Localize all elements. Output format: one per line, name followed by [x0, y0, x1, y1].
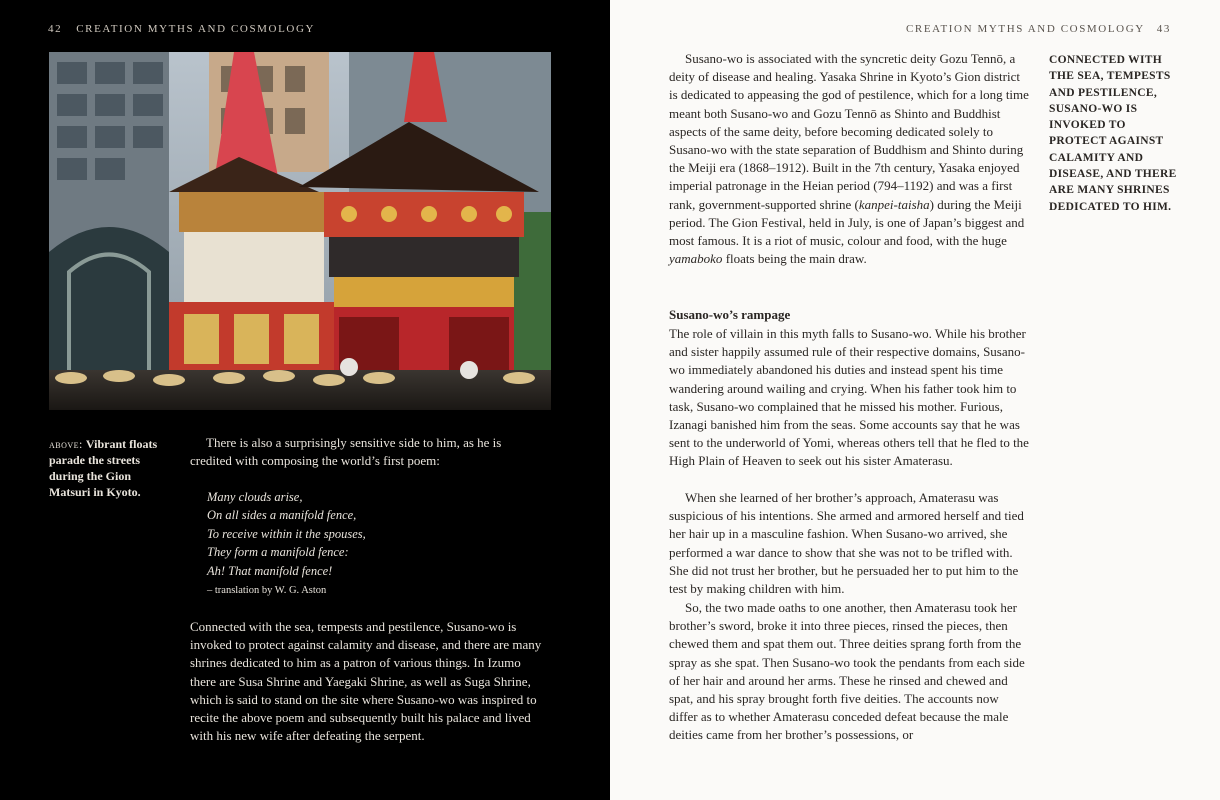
left-running-head-title: CREATION MYTHS AND COSMOLOGY — [76, 23, 316, 35]
photo-caption — [49, 436, 174, 500]
poem-credit: – translation by W. G. Aston — [207, 585, 327, 597]
poem-line: Many clouds arise, — [207, 490, 303, 504]
poem-line: They form a manifold fence: — [207, 545, 349, 560]
italic-term: yamaboko — [669, 251, 723, 267]
right-running-head-title: CREATION MYTHS AND COSMOLOGY — [905, 23, 1145, 35]
festival-photo — [49, 52, 551, 410]
paragraph-amaterasu: When she learned of her brother’s approach, Amaterasu was suspicious of his intentions. She armed and armored herself and tied her hair up in a masculine fashion. When Susano-wo arrived, she performed a war dance to show that she was not to be trifled with. She did not trust her brother, but he persuaded her to put him to the test by making children with him. — [669, 490, 1024, 597]
caption-label: above: — [49, 437, 83, 451]
poem-block — [207, 488, 366, 600]
right-page-number: 43 — [1156, 23, 1171, 35]
paragraph-text: ) during the Meiji period. The Gion Festival, held in July, is one of Japan’s biggest and most famous. It is a riot of music, colour and food, with the huge — [669, 196, 1025, 249]
left-body-paragraph: Connected with the sea, tempests and pestilence, Susano-wo is invoked to protect against calamity and disease, and there are many shrines dedicated to him as a patron of various things. In Izumo there are Susa Shrine and Yaegaki Shrine, as well as Suga Shrine, which is said to stand on the site where Susano-wo was inspired to recite the above poem and subsequently built his palace and lived with his new wife after defeating the serpent. — [190, 619, 542, 744]
paragraph-text: floats being the main draw. — [722, 251, 867, 267]
paragraph-text: Susano-wo is associated with the syncretic deity Gozu Tennō, a deity of disease and healing. Yasaka Shrine in Kyoto’s Gion district is dedicated to appeasing the god of pestilence, which for a long time meant both Susano-wo and Gozu Tennō as Shinto and Buddhist aspects of the same deity, before becoming dedicated solely to Susano-wo with the state separation of Buddhism and Shinto during the Meiji era (1868–1912). Built in the 7th century, Yasaka enjoyed imperial patronage in the Heian period (794–1192) and was a first rank, government-supported shrine ( — [669, 51, 1029, 212]
paragraph-gozu-tenno — [669, 50, 1029, 268]
section-subheading: Susano-wo’s rampage — [669, 307, 791, 322]
left-page-number: 42 — [48, 23, 63, 35]
caption-text: Vibrant floats parade the streets during the Gion Matsuri in Kyoto. — [49, 437, 158, 499]
poem-line: On all sides a manifold fence, — [207, 508, 357, 523]
paragraph-villain: The role of villain in this myth falls to Susano-wo. While his brother and sister happily assumed rule of their respective domains, Susano-wo immediately abandoned his duties and instead spent his time wandering around wailing and crying. When his father took him to task, Susano-wo complained that he missed his mother. Furious, Izanagi banished him from the seas. Some accounts say that he was sent to the underworld of Yomi, whereas others tell that he fled to the High Plain of Heaven to seek out his sister Amaterasu. — [669, 326, 1029, 469]
pull-quote: CONNECTED WITH THE SEA, TEMPESTS AND PESTILENCE, SUSANO-WO IS INVOKED TO PROTECT AGAINST CALAMITY AND DISEASE, AND THERE ARE MANY SHRINES DEDICATED TO HIM. — [1049, 54, 1177, 213]
poem-line: To receive within it the spouses, — [207, 526, 366, 541]
paragraph-oaths: So, the two made oaths to one another, then Amaterasu took her brother’s sword, broke it into three pieces, rinsed the pieces, then chewed them and spat them out. Three deities sprang forth from the spray as she spat. Then Susano-wo took the pendants from each side of her hair and around her arms. These he rinsed and chewed and spat, and his spray brought forth five deities. The accounts now differ as to whether Amaterasu conceded defeat because the male deities came from her brother’s possessions, or — [669, 600, 1025, 743]
poem-intro-paragraph: There is also a surprisingly sensitive side to him, as he is credited with composing the world’s first poem: — [190, 435, 502, 469]
italic-term: kanpei-taisha — [858, 196, 930, 212]
right-running-head — [906, 23, 1171, 35]
poem-line: Ah! That manifold fence! — [207, 563, 333, 578]
right-page — [610, 0, 1220, 800]
left-running-head — [48, 23, 315, 35]
